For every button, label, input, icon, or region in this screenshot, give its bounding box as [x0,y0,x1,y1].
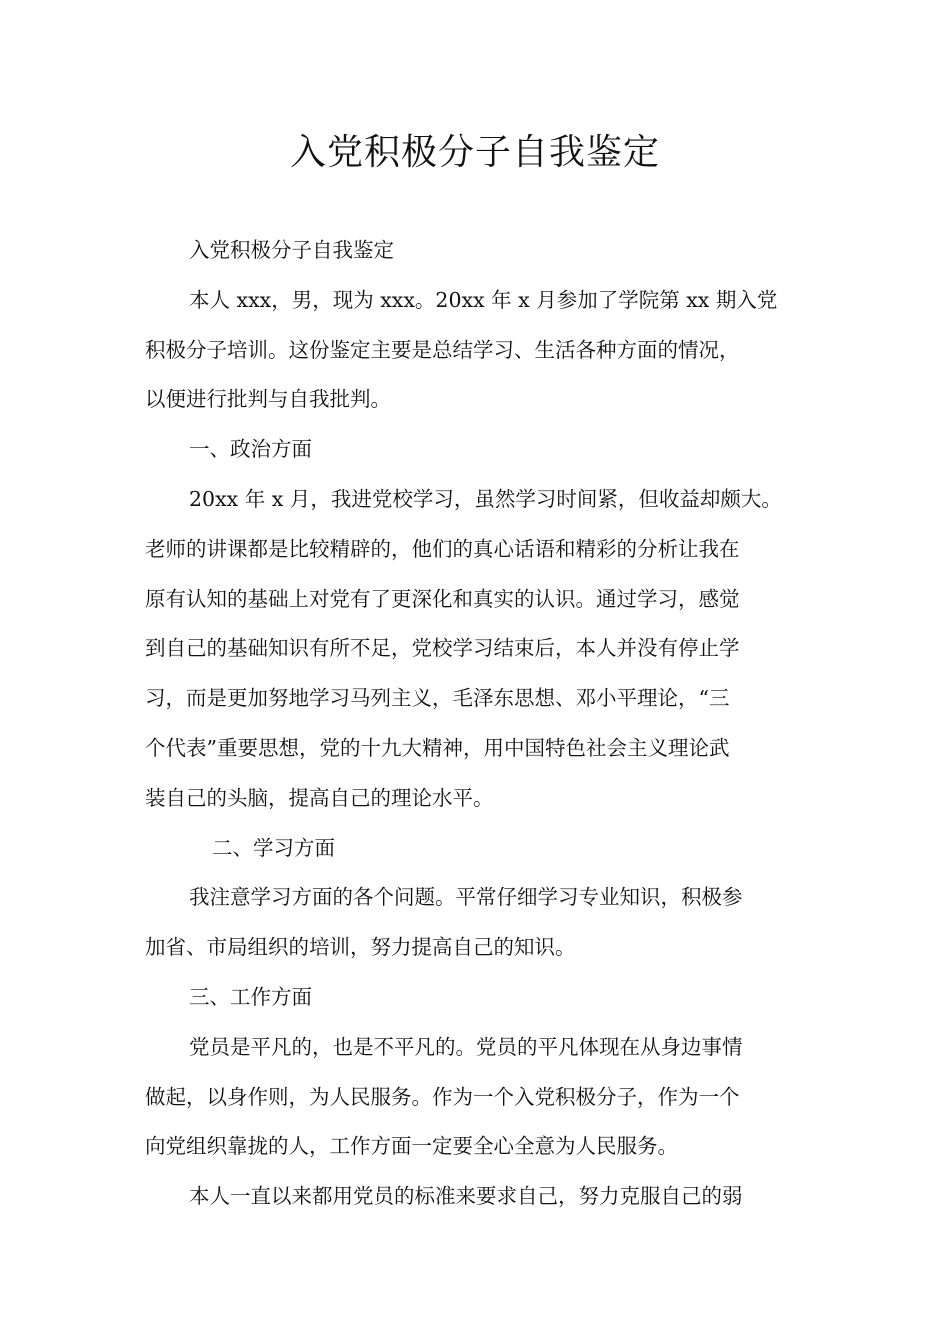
text-line: 20xx 年 x 月，我进党校学习，虽然学习时间紧，但收益却颇大。 [189,486,782,511]
text-line: 装自己的头脑，提高自己的理论水平。 [145,785,494,810]
text-line: 习，而是更加努地学习马列主义，毛泽东思想、邓小平理论，“三 [145,686,730,711]
document-body [145,226,825,1222]
text-line: 向党组织靠拢的人，工作方面一定要全心全意为人民服务。 [145,1134,678,1159]
text-line: 二、学习方面 [212,835,335,860]
text-line: 本人 xxx，男，现为 xxx。20xx 年 x 月参加了学院第 xx 期入党 [189,287,778,312]
text-line: 入党积极分子自我鉴定 [189,238,394,262]
text-line: 加省、市局组织的培训，努力提高自己的知识。 [145,935,576,960]
text-line: 老师的讲课都是比较精辟的，他们的真心话语和精彩的分析让我在 [145,536,740,561]
text-line: 本人一直以来都用党员的标准来要求自己，努力克服自己的弱 [189,1184,743,1209]
text-line: 一、政治方面 [189,437,312,462]
text-line: 以便进行批判与自我批判。 [145,387,391,412]
text-line: 原有认知的基础上对党有了更深化和真实的认识。通过学习，感觉 [145,586,740,611]
text-line: 到自己的基础知识有所不足，党校学习结束后，本人并没有停止学 [145,636,740,661]
text-line: 做起，以身作则，为人民服务。作为一个入党积极分子，作为一个 [145,1084,740,1109]
text-line: 党员是平凡的，也是不平凡的。党员的平凡体现在从身边事情 [189,1034,743,1059]
text-line: 我注意学习方面的各个问题。平常仔细学习专业知识，积极参 [189,885,743,910]
document-title: 入党积极分子自我鉴定 [289,132,660,173]
text-line: 三、工作方面 [189,984,312,1009]
text-line: 个代表”重要思想，党的十九大精神，用中国特色社会主义理论武 [145,735,730,760]
text-line: 积极分子培训。这份鉴定主要是总结学习、生活各种方面的情况， [145,337,740,362]
